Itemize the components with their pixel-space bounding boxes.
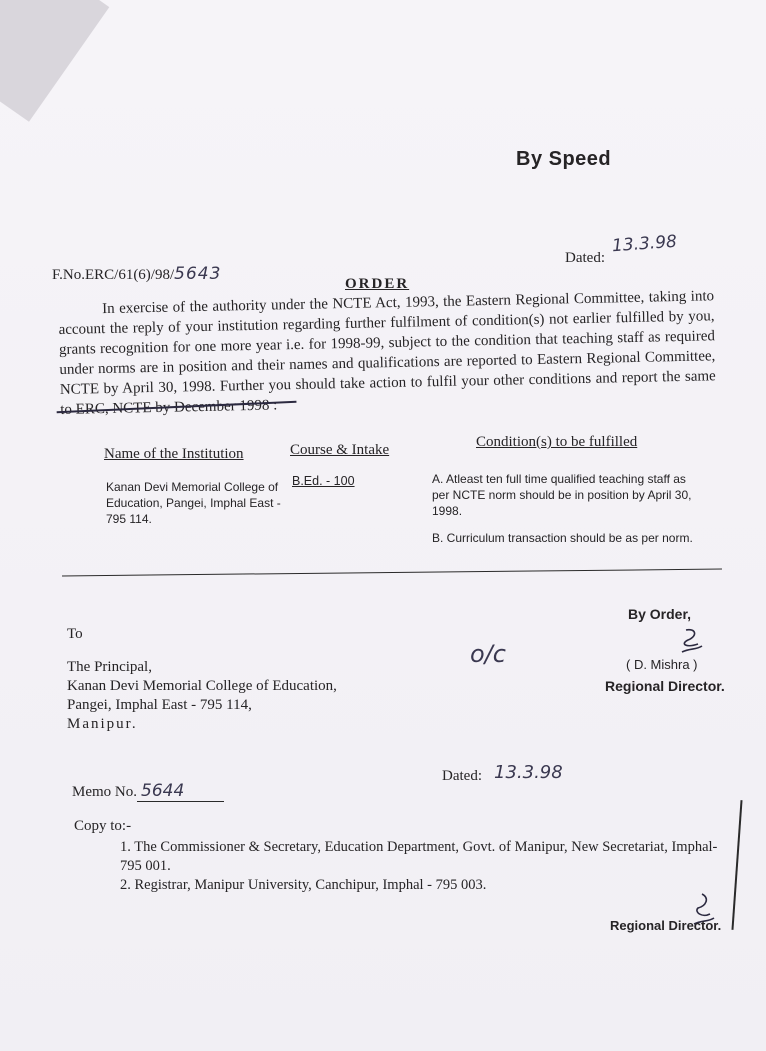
- by-order: By Order,: [628, 606, 692, 622]
- footer-signatory-title: Regional Director.: [610, 918, 722, 933]
- copy-to-item: 2. Registrar, Manipur University, Canchipur, Imphal - 795 003.: [120, 877, 487, 893]
- column-header-conditions: Condition(s) to be fulfilled: [476, 434, 638, 450]
- addressee-line: Kanan Devi Memorial College of Education,: [67, 678, 337, 694]
- file-number-prefix: F.No.ERC/61(6)/98/: [52, 267, 175, 283]
- signature-mark: [676, 626, 706, 658]
- column-header-institution: Name of the Institution: [104, 446, 244, 462]
- memo-dated-handwritten: 13.3.98: [494, 762, 563, 783]
- oc-handwritten: o/c: [470, 640, 506, 668]
- condition-b: B. Curriculum transaction should be as per norm.: [432, 531, 693, 545]
- delivery-mode: By Speed: [516, 148, 612, 170]
- memo-handwritten: 5644: [137, 781, 224, 802]
- course-intake: B.Ed. - 100: [292, 474, 355, 488]
- folded-corner: [0, 0, 109, 122]
- memo-label: Memo No.: [72, 784, 137, 800]
- dated-handwritten: 13.3.98: [611, 231, 678, 257]
- order-title: ORDER: [345, 276, 410, 292]
- signatory-title: Regional Director.: [605, 678, 725, 694]
- dated-label: Dated:: [565, 250, 605, 266]
- margin-pen-line: [731, 800, 742, 930]
- institution-name: Kanan Devi Memorial College of Education, Pangei, Imphal East - 795 114.: [106, 480, 281, 526]
- addressee-line: Manipur.: [67, 716, 138, 732]
- signatory-name: ( D. Mishra ): [626, 657, 698, 672]
- addressee-block: [67, 658, 387, 734]
- copy-to-item: 1. The Commissioner & Secretary, Education Department, Govt. of Manipur, New Secretariat, Imphal-795 001.: [120, 839, 718, 874]
- addressee-line: The Principal,: [67, 659, 152, 675]
- memo-dated-label: Dated:: [442, 768, 482, 784]
- copy-to-label: Copy to:-: [74, 818, 132, 834]
- divider-line: [62, 569, 722, 577]
- condition-a: A. Atleast ten full time qualified teaching staff as per NCTE norm should be in position by April 30, 1998.: [432, 472, 692, 518]
- column-header-course: Course & Intake: [290, 442, 390, 458]
- addressee-line: Pangei, Imphal East - 795 114,: [67, 697, 252, 713]
- order-body-text: In exercise of the authority under the NCTE Act, 1993, the Eastern Regional Committee, taking into account the reply of your institution regarding further fulfilment of condition(s) not earlier fulfilled by you, grants recognition for one more year i.e. for 1998-99, subject to the condition that teaching staff as required under norms are in position and their names and qualifications are reported to Eastern Regional Committee, NCTE by April 30, 1998. Further you should take action to fulfil your other conditions and report the same to ERC, NCTE by December 1998 :: [58, 288, 716, 418]
- file-number: [52, 264, 221, 284]
- memo-number: [72, 781, 224, 801]
- to-label: To: [67, 626, 83, 642]
- file-number-handwritten: 5643: [174, 264, 222, 284]
